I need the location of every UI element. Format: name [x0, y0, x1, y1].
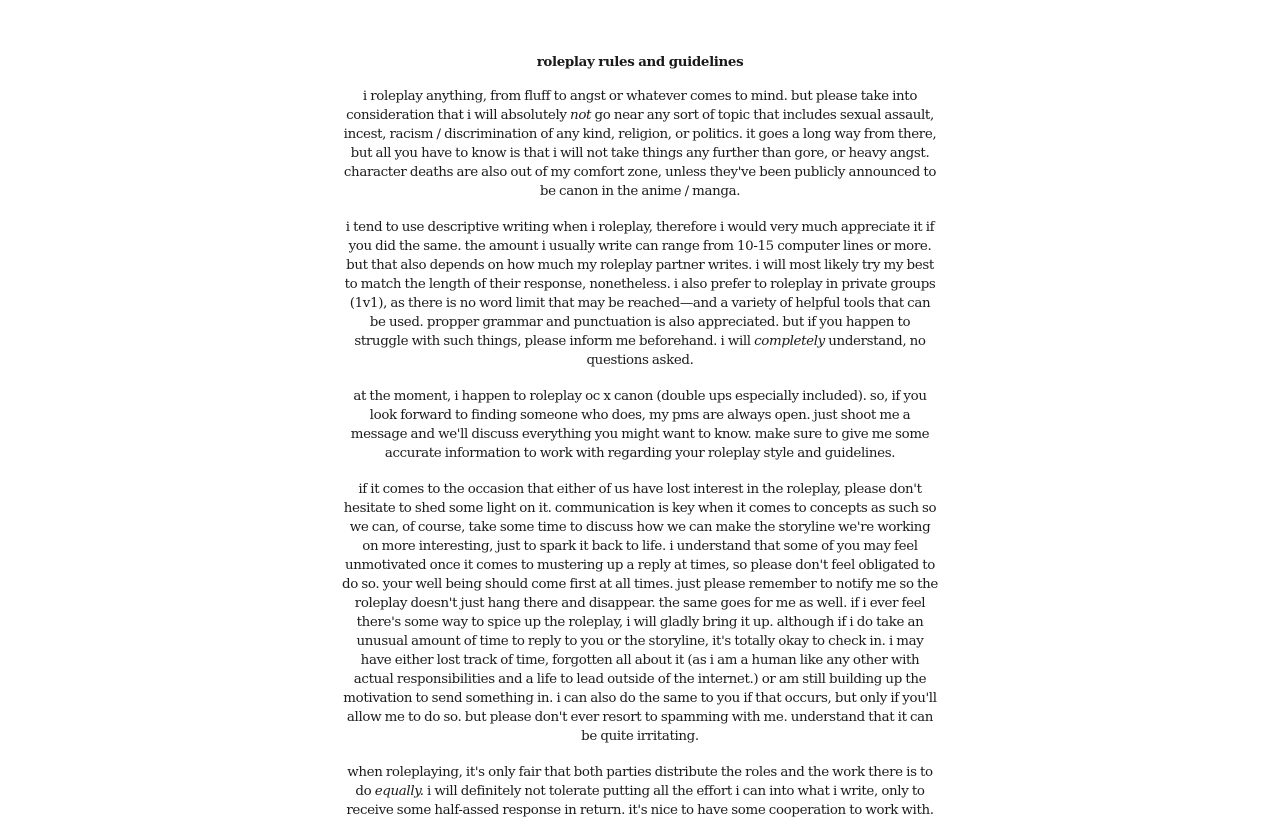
text-segment: i tend to use descriptive writing when i roleplay, therefore i would very much appreciate it if you did the same. the amount i usually write can range from 10-15 computer lines or more. but that also depends on how much my roleplay partner writes. i will most likely try my best to match the length of their response, nonetheless. i also prefer to roleplay in private groups (1v1), as there is no word limit that may be reached—and a variety of helpful tools that can be used. propper grammar and punctuation is also appreciated. but if you happen to struggle with such things, please inform me beforehand. i will: [344, 220, 936, 349]
paragraph-fairness: [342, 763, 938, 820]
paragraph-communication: [342, 480, 938, 746]
paragraph-current-roleplay: [342, 387, 938, 463]
paragraph-content-limits: [342, 87, 938, 201]
emphasis-text: not: [570, 108, 592, 123]
emphasis-text: completely: [754, 334, 825, 349]
text-segment: i roleplay anything, from fluff to angst or whatever comes to mind. but please take into consideration that i will absolutely: [346, 89, 918, 123]
document-title: roleplay rules and guidelines: [536, 54, 744, 70]
document-body: [342, 51, 938, 837]
paragraph-writing-style: [342, 218, 938, 370]
emphasis-text: equally.: [374, 784, 424, 799]
text-segment: understand, no questions asked.: [586, 334, 926, 368]
text-segment: i will definitely not tolerate putting all the effort i can into what i write, only to receive some half-assed response in return. it's nice to have some cooperation to work with.: [346, 784, 934, 818]
text-segment: if it comes to the occasion that either of us have lost interest in the roleplay, please don't hesitate to shed some light on it. communication is key when it comes to concepts as such so we can, of course, take some time to discuss how we can make the storyline we're working on more interesting, just to spark it back to life. i understand that some of you may feel unmotivated once it comes to mustering up a reply at times, so please don't feel obligated to do so. your well being should come first at all times. just please remember to notify me so the roleplay doesn't just hang there and disappear. the same goes for me as well. if i ever feel there's some way to spice up the roleplay, i will gladly bring it up. although if i do take an unusual amount of time to reply to you or the storyline, it's totally okay to check in. i may have either lost track of time, forgotten all about it (as i am a human like any other with actual responsibilities and a life to lead outside of the internet.) or am still building up the motivation to send something in. i can also do the same to you if that occurs, but only if you'll allow me to do so. but please don't ever resort to spamming with me. understand that it can be quite irritating.: [342, 482, 938, 744]
text-segment: at the moment, i happen to roleplay oc x canon (double ups especially included). so, if you look forward to finding someone who does, my pms are always open. just shoot me a message and we'll discuss everything you might want to know. make sure to give me some accurate information to work with regarding your roleplay style and guidelines.: [350, 389, 930, 461]
text-segment: go near any sort of topic that includes sexual assault, incest, racism / discrimination of any kind, religion, or politics. it goes a long way from there, but all you have to know is that i will not take things any further than gore, or heavy angst. character deaths are also out of my comfort zone, unless they've been publicly announced to be canon in the anime / manga.: [343, 108, 937, 199]
text-segment: when roleplaying, it's only fair that both parties distribute the roles and the work there is to do: [347, 765, 933, 799]
